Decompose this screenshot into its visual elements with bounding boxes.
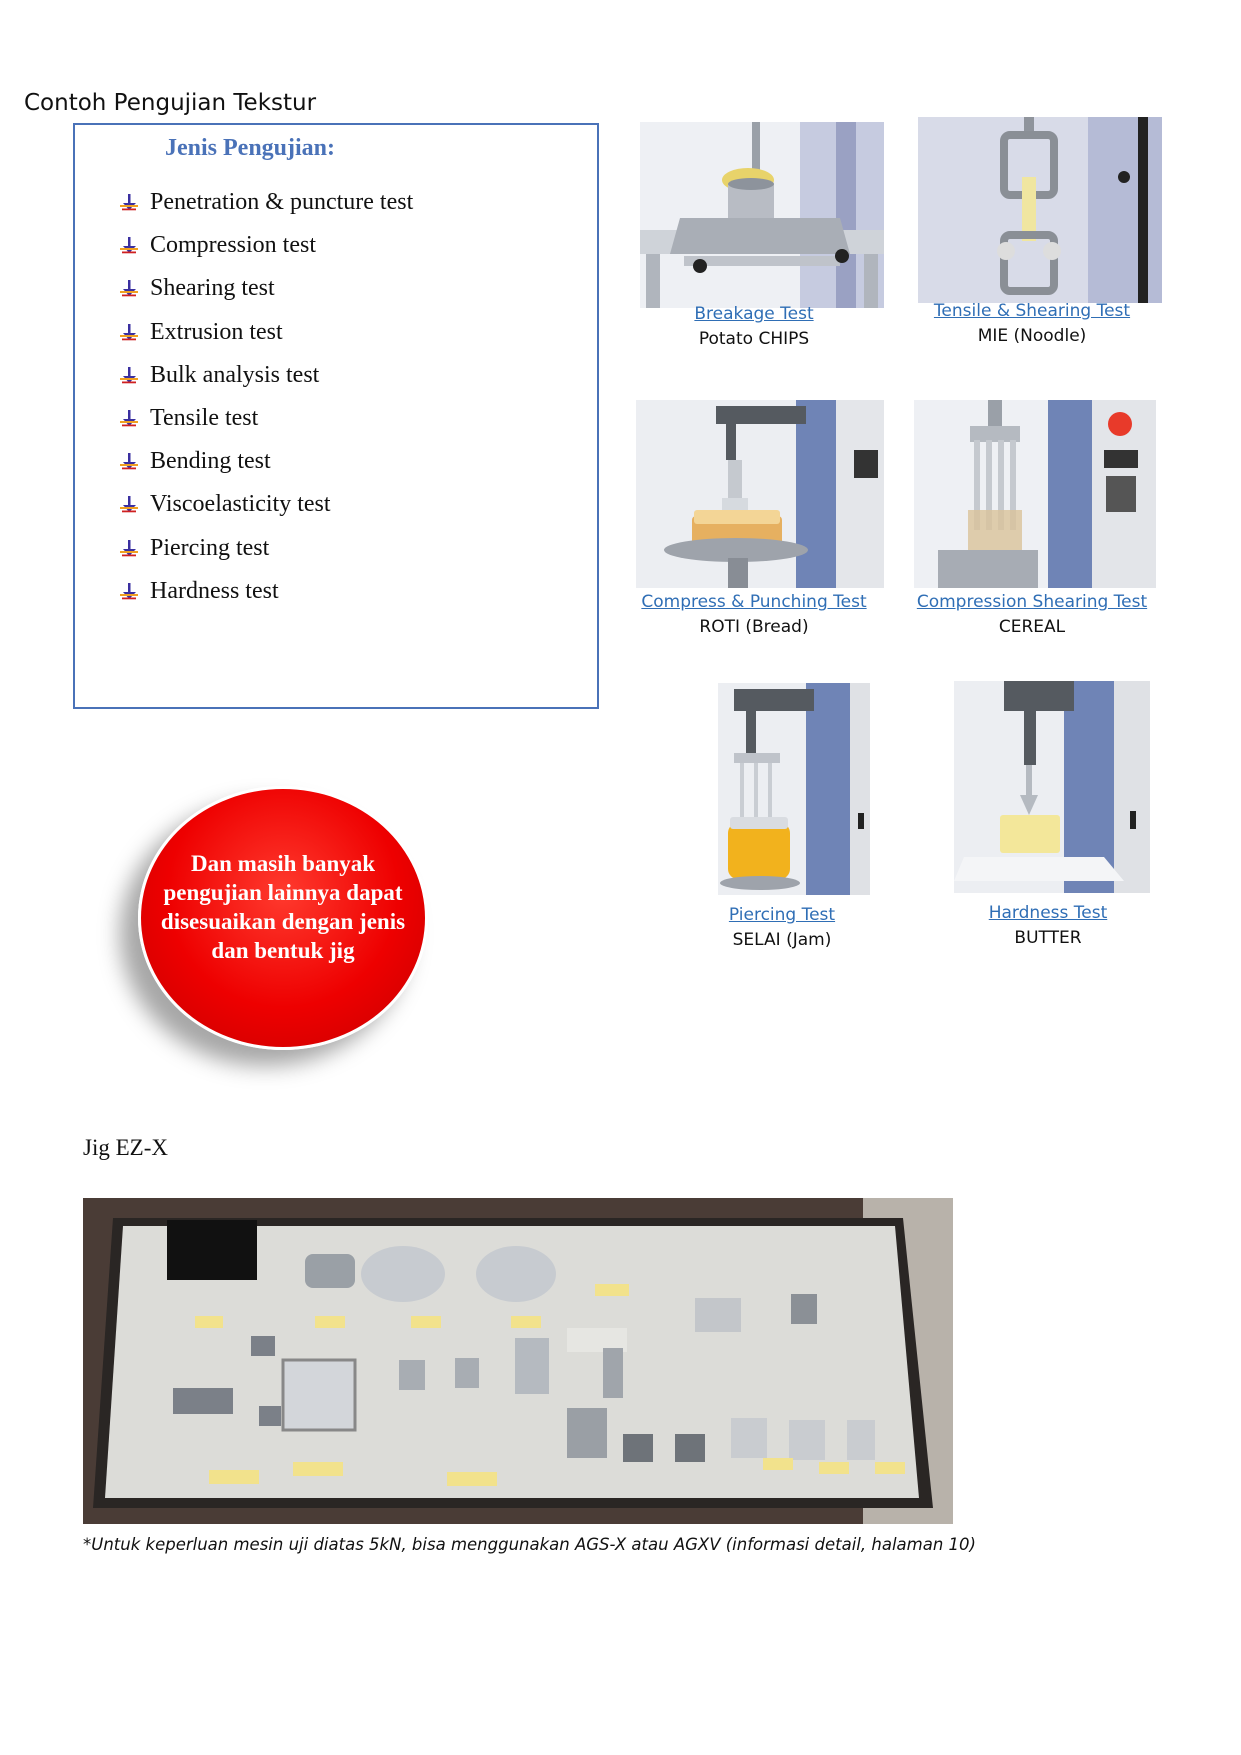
test-type-label: Extrusion test: [150, 318, 283, 345]
arrow-bullet-icon: [119, 279, 139, 299]
compress-punching-test-sample: ROTI (Bread): [699, 617, 809, 637]
breakage-test-sample: Potato CHIPS: [698, 329, 810, 349]
footnote: *Untuk keperluan mesin uji diatas 5kN, bisa menggunakan AGS-X atau AGXV (informasi detail, halaman 10): [83, 1535, 976, 1554]
test-types-heading: Jenis Pengujian:: [165, 135, 336, 161]
test-type-label: Hardness test: [150, 577, 279, 604]
info-bubble: [138, 786, 428, 1050]
arrow-bullet-icon: [119, 236, 139, 256]
compression-shearing-test-sample: CEREAL: [998, 617, 1066, 637]
test-type-label: Tensile test: [150, 405, 259, 431]
test-type-label: Compression test: [150, 232, 316, 259]
test-type-label: Shearing test: [150, 275, 275, 302]
piercing-test-link[interactable]: Piercing Test: [728, 905, 836, 925]
jig-set-photo: [83, 1198, 953, 1524]
jig-title: Jig EZ-X: [83, 1135, 168, 1160]
test-type-label: Viscoelasticity test: [150, 491, 331, 518]
hardness-test-link[interactable]: Hardness Test: [988, 903, 1108, 923]
bread-compress-photo: [636, 400, 884, 588]
cereal-shearing-photo: [914, 400, 1156, 588]
arrow-bullet-icon: [119, 539, 139, 559]
compress-punching-test-link[interactable]: Compress & Punching Test: [641, 592, 867, 612]
tensile-shearing-test-sample: MIE (Noodle): [977, 326, 1087, 346]
arrow-bullet-icon: [119, 409, 139, 429]
test-type-label: Penetration & puncture test: [150, 189, 414, 215]
butter-hardness-photo: [954, 681, 1150, 893]
arrow-bullet-icon: [119, 582, 139, 602]
page-title: Contoh Pengujian Tekstur: [24, 90, 317, 116]
jam-piercing-photo: [718, 683, 870, 895]
piercing-test-sample: SELAI (Jam): [732, 930, 832, 950]
arrow-bullet-icon: [119, 452, 139, 472]
test-type-label: Bending test: [150, 448, 271, 475]
chips-breakage-photo: [640, 122, 884, 308]
test-type-label: Bulk analysis test: [150, 361, 320, 388]
compression-shearing-test-link[interactable]: Compression Shearing Test: [916, 592, 1148, 612]
arrow-bullet-icon: [119, 323, 139, 343]
breakage-test-link[interactable]: Breakage Test: [694, 304, 814, 324]
test-type-label: Piercing test: [150, 534, 270, 561]
tensile-shearing-test-link[interactable]: Tensile & Shearing Test: [933, 301, 1131, 321]
bubble-text: Dan masih banyak pengujian lainnya dapat disesuaikan dengan jenis dan bentuk jig: [160, 851, 406, 963]
arrow-bullet-icon: [119, 366, 139, 386]
test-types-box: [73, 123, 599, 709]
arrow-bullet-icon: [119, 193, 139, 213]
noodle-tensile-photo: [918, 117, 1162, 303]
arrow-bullet-icon: [119, 495, 139, 515]
hardness-test-sample: BUTTER: [1014, 928, 1082, 948]
